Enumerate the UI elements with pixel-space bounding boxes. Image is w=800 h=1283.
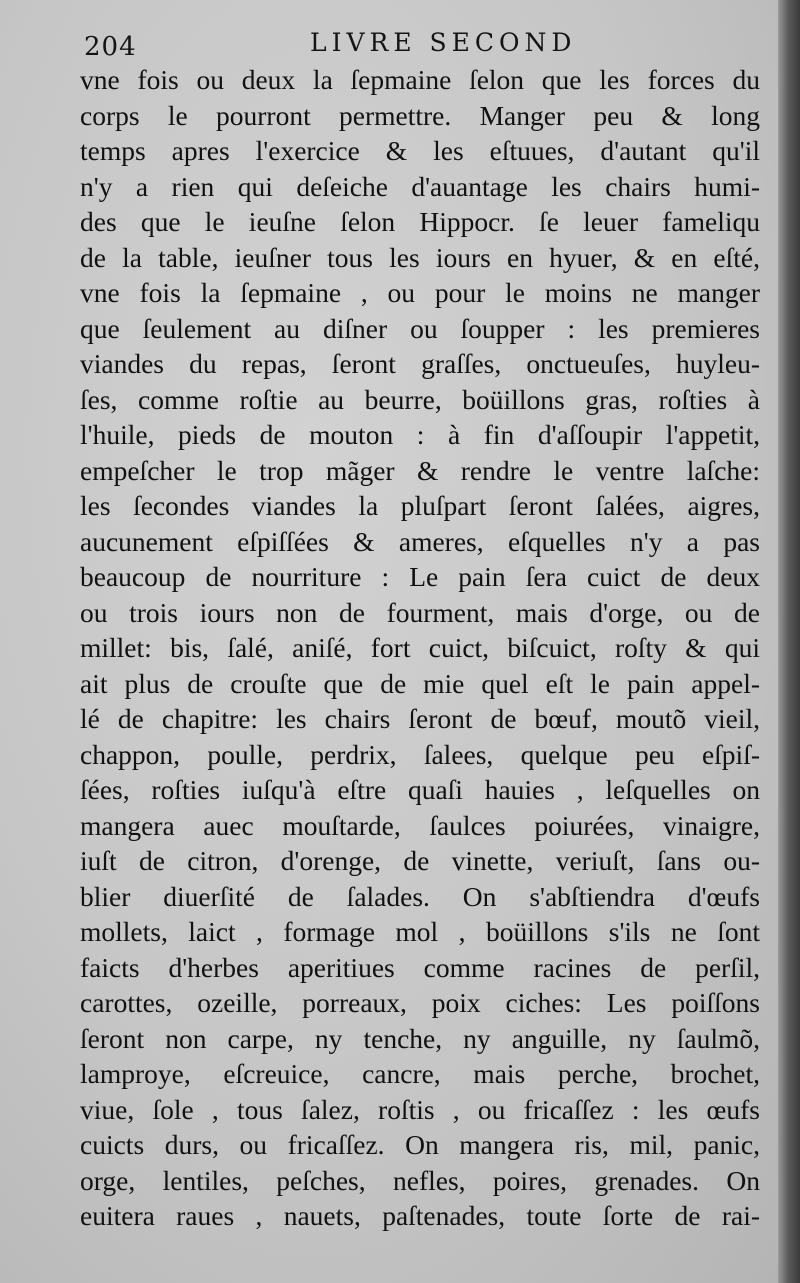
text-line: empeſcher le trop mãger & rendre le ventre laſche:: [80, 454, 760, 486]
text-line: mollets, laict , formage mol , boüillons s'ils ne ſont: [80, 916, 760, 947]
text-line: ſeront non carpe, ny tenche, ny anguille, ny ſaulmõ,: [80, 1022, 760, 1054]
text-line: ſées, roſties iuſqu'à eſtre quaſi hauies , leſquelles on: [80, 774, 760, 805]
text-line: ſes, comme roſtie au beurre, boüillons gras, roſties à: [80, 383, 760, 415]
text-line: carottes, ozeille, porreaux, poix ciches: Les poiſſons: [80, 987, 760, 1018]
text-line: de la table, ieuſner tous les iours en hyuer, & en eſté,: [80, 241, 760, 273]
text-line: euitera raues , nauets, paſtenades, toute ſorte de rai-: [80, 1200, 760, 1231]
text-line: aucunement eſpiſſées & ameres, eſquelles n'y a pas: [80, 525, 760, 557]
text-line: vne fois la ſepmaine , ou pour le moins ne manger: [80, 277, 760, 308]
text-line: beaucoup de nourriture : Le pain ſera cuict de deux: [80, 561, 760, 592]
text-line: viandes du repas, ſeront graſſes, onctueuſes, huyleu-: [80, 348, 760, 379]
text-line: millet: bis, ſalé, aniſé, fort cuict, biſcuict, roſty & qui: [80, 632, 760, 663]
text-line: temps apres l'exercice & les eſtuues, d'autant qu'il: [80, 135, 760, 166]
text-line: lamproye, eſcreuice, cancre, mais perche, brochet,: [80, 1058, 760, 1089]
text-line: ait plus de crouſte que de mie quel eſt le pain appel-: [80, 667, 760, 699]
page-header: [84, 20, 744, 60]
text-line: n'y a rien qui deſeiche d'auantage les chairs humi-: [80, 170, 760, 202]
text-line: mangera auec mouſtarde, ſaulces poiurées, vinaigre,: [80, 809, 760, 841]
text-line: l'huile, pieds de mouton : à fin d'aſſoupir l'appetit,: [80, 419, 760, 450]
text-line: orge, lentiles, peſches, nefles, poires, grenades. On: [80, 1164, 760, 1196]
page-edge-shadow: [778, 0, 800, 1283]
text-line: iuſt de citron, d'orenge, de vinette, veriuſt, ſans ou-: [80, 845, 760, 876]
text-line: faicts d'herbes aperitiues comme racines de perſil,: [80, 951, 760, 983]
text-line: viue, ſole , tous ſalez, roſtis , ou fricaſſez : les œufs: [80, 1093, 760, 1125]
text-line: corps le pourront permettre. Manger peu & long: [80, 99, 760, 131]
text-line: chappon, poulle, perdrix, ſalees, quelque peu eſpiſ-: [80, 738, 760, 770]
text-line: blier diuerſité de ſalades. On s'abſtiendra d'œufs: [80, 880, 760, 912]
text-line: lé de chapitre: les chairs ſeront de bœuf, moutõ vieil,: [80, 703, 760, 734]
text-line: que ſeulement au diſner ou ſoupper : les premieres: [80, 312, 760, 344]
text-line: les ſecondes viandes la pluſpart ſeront ſalées, aigres,: [80, 490, 760, 521]
page-number: 204: [84, 32, 137, 62]
text-line: vne fois ou deux la ſepmaine ſelon que les forces du: [80, 64, 760, 95]
running-title: LIVRE SECOND: [310, 28, 577, 57]
text-line: ou trois iours non de fourment, mais d'orge, ou de: [80, 596, 760, 628]
text-line: des que le ieuſne ſelon Hippocr. ſe leuer fameliqu: [80, 206, 760, 237]
text-line: cuicts durs, ou fricaſſez. On mangera ris, mil, panic,: [80, 1129, 760, 1160]
body-text: [80, 62, 770, 1234]
